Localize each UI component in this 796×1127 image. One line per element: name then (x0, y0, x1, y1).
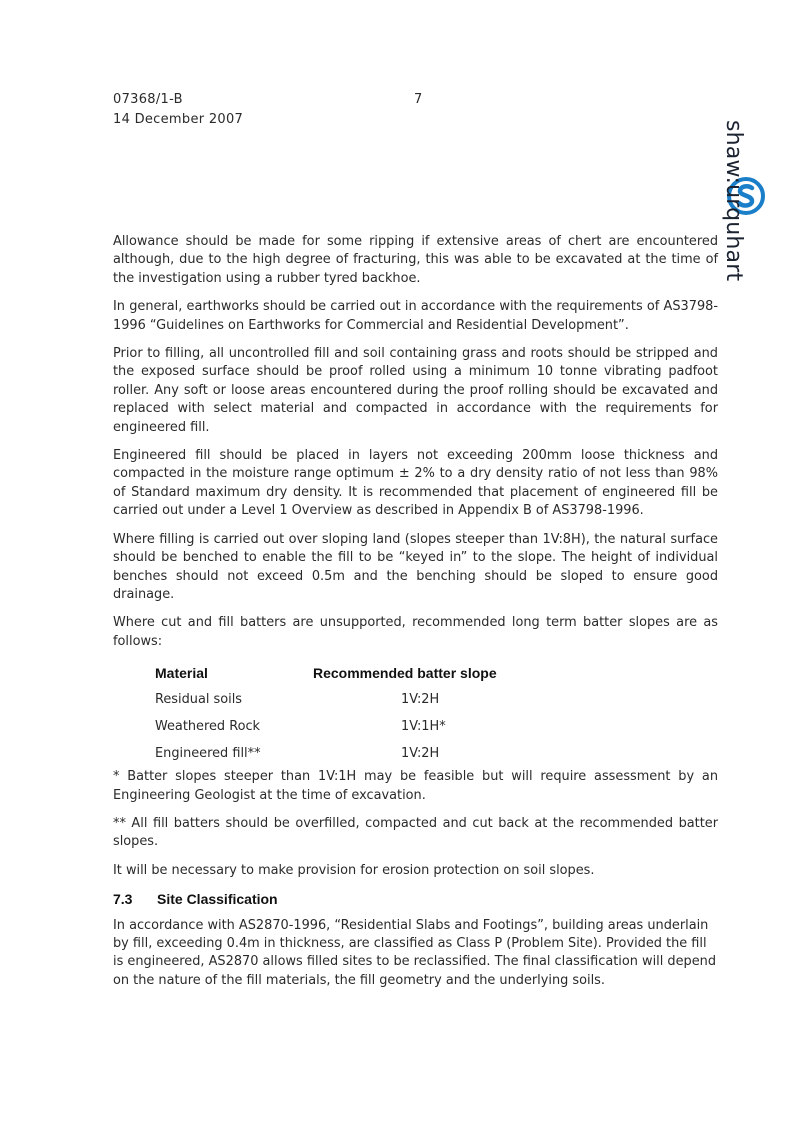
table-cell-material: Engineered fill** (155, 746, 261, 762)
table-row (155, 687, 718, 714)
table-header-row (155, 660, 718, 687)
footnote: * Batter slopes steeper than 1V:1H may be feasible but will require assessment by an Engineering Geologist at the time of excavation. (113, 769, 718, 803)
report-body (113, 233, 718, 1000)
paragraph: Engineered fill should be placed in layers not exceeding 200mm loose thickness and compacted in the moisture range optimum ± 2% to a dry density ratio of not less than 98% of Standard maximum dry density. It is recommended that placement of engineered fill be carried out under a Level 1 Overview as described in Appendix B of AS3798-1996. (113, 448, 718, 519)
paragraph: Allowance should be made for some ripping if extensive areas of chert are encountered although, due to the high degree of fracturing, this was able to be excavated at the time of the investigation using a rubber tyred backhoe. (113, 234, 718, 286)
table-cell-material: Residual soils (155, 692, 243, 708)
page-number: 7 (414, 92, 423, 107)
section-title: Site Classification (157, 891, 278, 908)
table-cell-slope: 1V:2H (401, 746, 440, 762)
batter-slope-table (155, 660, 718, 768)
paragraph: In accordance with AS2870-1996, “Residential Slabs and Footings”, building areas underlain by fill, exceeding 0.4m in thickness, are classified as Class P (Problem Site). Provided the fill is engineered, AS2870 allows filled sites to be reclassified. The final classification will depend on the nature of the fill materials, the fill geometry and the underlying soils. (113, 917, 717, 988)
section-number: 7.3 (113, 891, 133, 908)
table-header-material: Material (155, 665, 208, 682)
table-row (155, 741, 718, 768)
table-cell-slope: 1V:1H* (401, 719, 446, 735)
paragraph: Prior to filling, all uncontrolled fill and soil containing grass and roots should be stripped and the exposed surface should be proof rolled using a minimum 10 tonne vibrating padfoot roller. Any soft or loose areas encountered during the proof rolling should be excavated and replaced with select material and compacted in accordance with the requirements for engineered fill. (113, 346, 718, 435)
paragraph: Where cut and fill batters are unsupported, recommended long term batter slopes are as follows: (113, 615, 718, 649)
document-reference: 07368/1-B (113, 92, 183, 107)
paragraph: It will be necessary to make provision for erosion protection on soil slopes. (113, 862, 595, 878)
section-heading (113, 890, 718, 908)
paragraph: Where filling is carried out over sloping land (slopes steeper than 1V:8H), the natural surface should be benched to enable the fill to be “keyed in” to the slope. The height of individual benches should not exceed 0.5m and the benching should be sloped to ensure good drainage. (113, 531, 718, 602)
footnote: ** All fill batters should be overfilled, compacted and cut back at the recommended batter slopes. (113, 815, 718, 850)
document-date: 14 December 2007 (113, 112, 244, 127)
table-header-slope: Recommended batter slope (313, 665, 497, 682)
table-cell-slope: 1V:2H (401, 692, 440, 708)
table-cell-material: Weathered Rock (155, 719, 261, 735)
paragraph: In general, earthworks should be carried out in accordance with the requirements of AS3798-1996 “Guidelines on Earthworks for Commercial and Residential Development”. (113, 299, 718, 333)
company-logo-text: shaw:urquhart (721, 120, 746, 282)
table-row (155, 714, 718, 741)
